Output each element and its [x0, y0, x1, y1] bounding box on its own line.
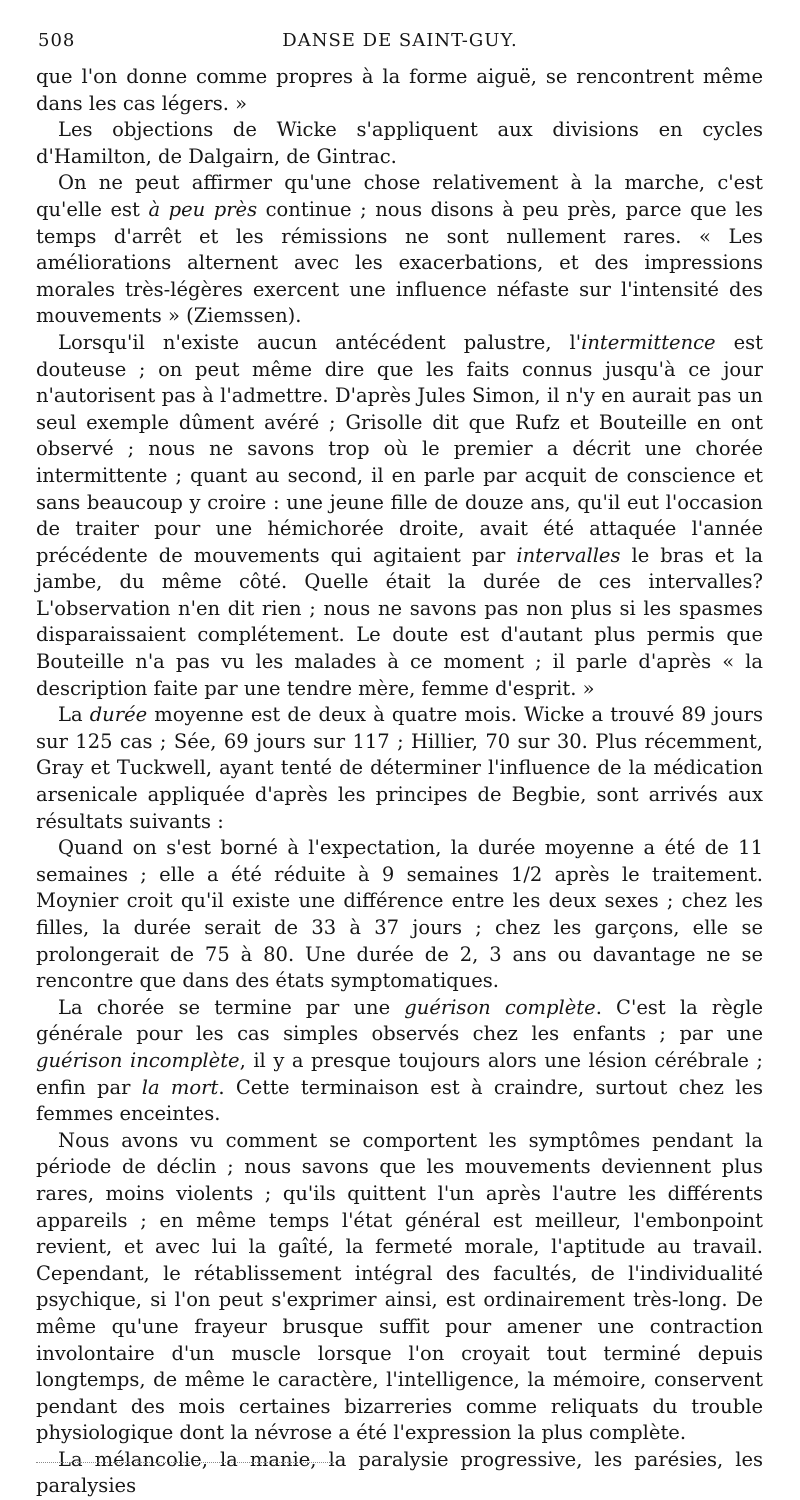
italic-text: la mort [141, 1075, 219, 1099]
footer-dotted-rule [36, 1462, 336, 1463]
text-run: le bras et la jambe, du même côté. Quelle était la durée de ces intervalles? L'observation n'en dit rien ; nous ne savons pas non plus si les spasmes disparaissaient complétement. Le doute est d'autant plus permis que Bouteille n'a pas vu les malades à ce moment ; il parle d'après « la description faite par une tendre mère, femme d'esprit. » [36, 543, 763, 700]
text-run: On ne peut affirmer qu'une chose relativement à la marche, c'est qu'elle est [36, 171, 763, 221]
page-header [38, 30, 762, 56]
text-run: moyenne est de deux à quatre mois. Wicke a trouvé 89 jours sur 125 cas ; Sée, 69 jours sur 117 ; Hillier, 70 sur 30. Plus récemment, Gray et Tuckwell, ayant tenté de déterminer l'influence de la médication arsenicale appliquée d'après les principes de Begbie, sont arrivés aux résultats suivants : [36, 703, 763, 833]
italic-text: guérison incomplète [36, 1048, 240, 1072]
paragraph [36, 995, 763, 1128]
italic-text: à peu près [148, 197, 258, 221]
text-run: , il y a presque toujours alors une lésion cérébrale ; enfin par [36, 1048, 764, 1099]
text-run: Nous avons vu comment se comportent les symptômes pendant la période de déclin ; nous savons que les mouvements deviennent plus rares, moins violents ; qu'ils quittent l'un après l'autre les différents appareils ; en même temps l'état général est meilleur, l'embonpoint revient, et avec lui la gaîté, la fermeté morale, l'aptitude au travail. Cependant, le rétablissement intégral des facultés, de l'individualité psychique, si l'on peut s'exprimer ainsi, est ordinairement très-long. De même qu'une frayeur brusque suffit pour amener une contraction involontaire d'un muscle lorsque l'on croyait tout terminé depuis longtemps, de même le caractère, l'intelligence, la mémoire, conservent pendant des mois certaines bizarreries comme reliquats du trouble physiologique dont la névrose a été l'expression la plus complète. [36, 1128, 763, 1445]
italic-text: durée [89, 703, 148, 727]
paragraph [36, 1128, 763, 1447]
paragraph [36, 117, 763, 170]
text-run: . C'est la règle générale pour les cas simples observés chez les enfants ; par une [36, 995, 763, 1046]
text-run: que l'on donne comme propres à la forme aiguë, se rencontrent même dans les cas légers. » [36, 65, 763, 115]
text-run: La chorée se termine par une [58, 995, 405, 1019]
text-run: . Cette terminaison est à craindre, surtout chez les femmes enceintes. [36, 1075, 764, 1126]
text-run: continue ; nous disons à peu près, parce que les temps d'arrêt et les rémissions ne sont nullement rares. « Les améliorations alternent avec les exacerbations, et des impressions morales très-légères exercent une influence néfaste sur l'intensité des mouvements » (Ziemssen). [36, 197, 763, 328]
text-run: Lorsqu'il n'existe aucun antécédent palustre, l' [58, 330, 582, 354]
italic-text: guérison complète [404, 995, 596, 1019]
page-number: 508 [38, 30, 76, 51]
paragraph [36, 835, 763, 995]
paragraph [36, 1447, 763, 1500]
text-run: Quand on s'est borné à l'expectation, la durée moyenne a été de 11 semaines ; elle a été réduite à 9 semaines 1/2 après le traitement. Moynier croit qu'il existe une différence entre les deux sexes ; chez les filles, la durée serait de 33 à 37 jours ; chez les garçons, elle se prolongerait de 75 à 80. Une durée de 2, 3 ans ou davantage ne se rencontre que dans des états symptomatiques. [36, 836, 763, 993]
paragraph [36, 702, 763, 835]
paragraph [36, 330, 763, 702]
paragraph [36, 64, 763, 117]
text-run: Les objections de Wicke s'appliquent aux divisions en cycles d'Hamilton, de Dalgairn, de Gintrac. [36, 118, 763, 168]
text-run: La [58, 703, 90, 727]
text-run: La mélancolie, la manie, la paralysie progressive, les parésies, les paralysies [36, 1447, 763, 1498]
paragraph [36, 170, 763, 330]
italic-text: intervalles [516, 543, 621, 567]
body-text [36, 64, 763, 1500]
text-run: est douteuse ; on peut même dire que les faits connus jusqu'à ce jour n'autorisent pas à l'admettre. D'après Jules Simon, il n'y en aurait pas un seul exemple dûment avéré ; Grisolle dit que Rufz et Bouteille en ont observé ; nous ne savons trop où le premier a décrit une chorée intermittente ; quant au second, il en parle par acquit de conscience et sans beaucoup y croire : une jeune fille de douze ans, qu'il eut l'occasion de traiter pour une hémichorée droite, avait été attaquée l'année précédente de mouvements qui agitaient par [36, 330, 763, 567]
running-title: DANSE DE SAINT-GUY. [282, 30, 518, 51]
italic-text: intermittence [581, 330, 716, 354]
